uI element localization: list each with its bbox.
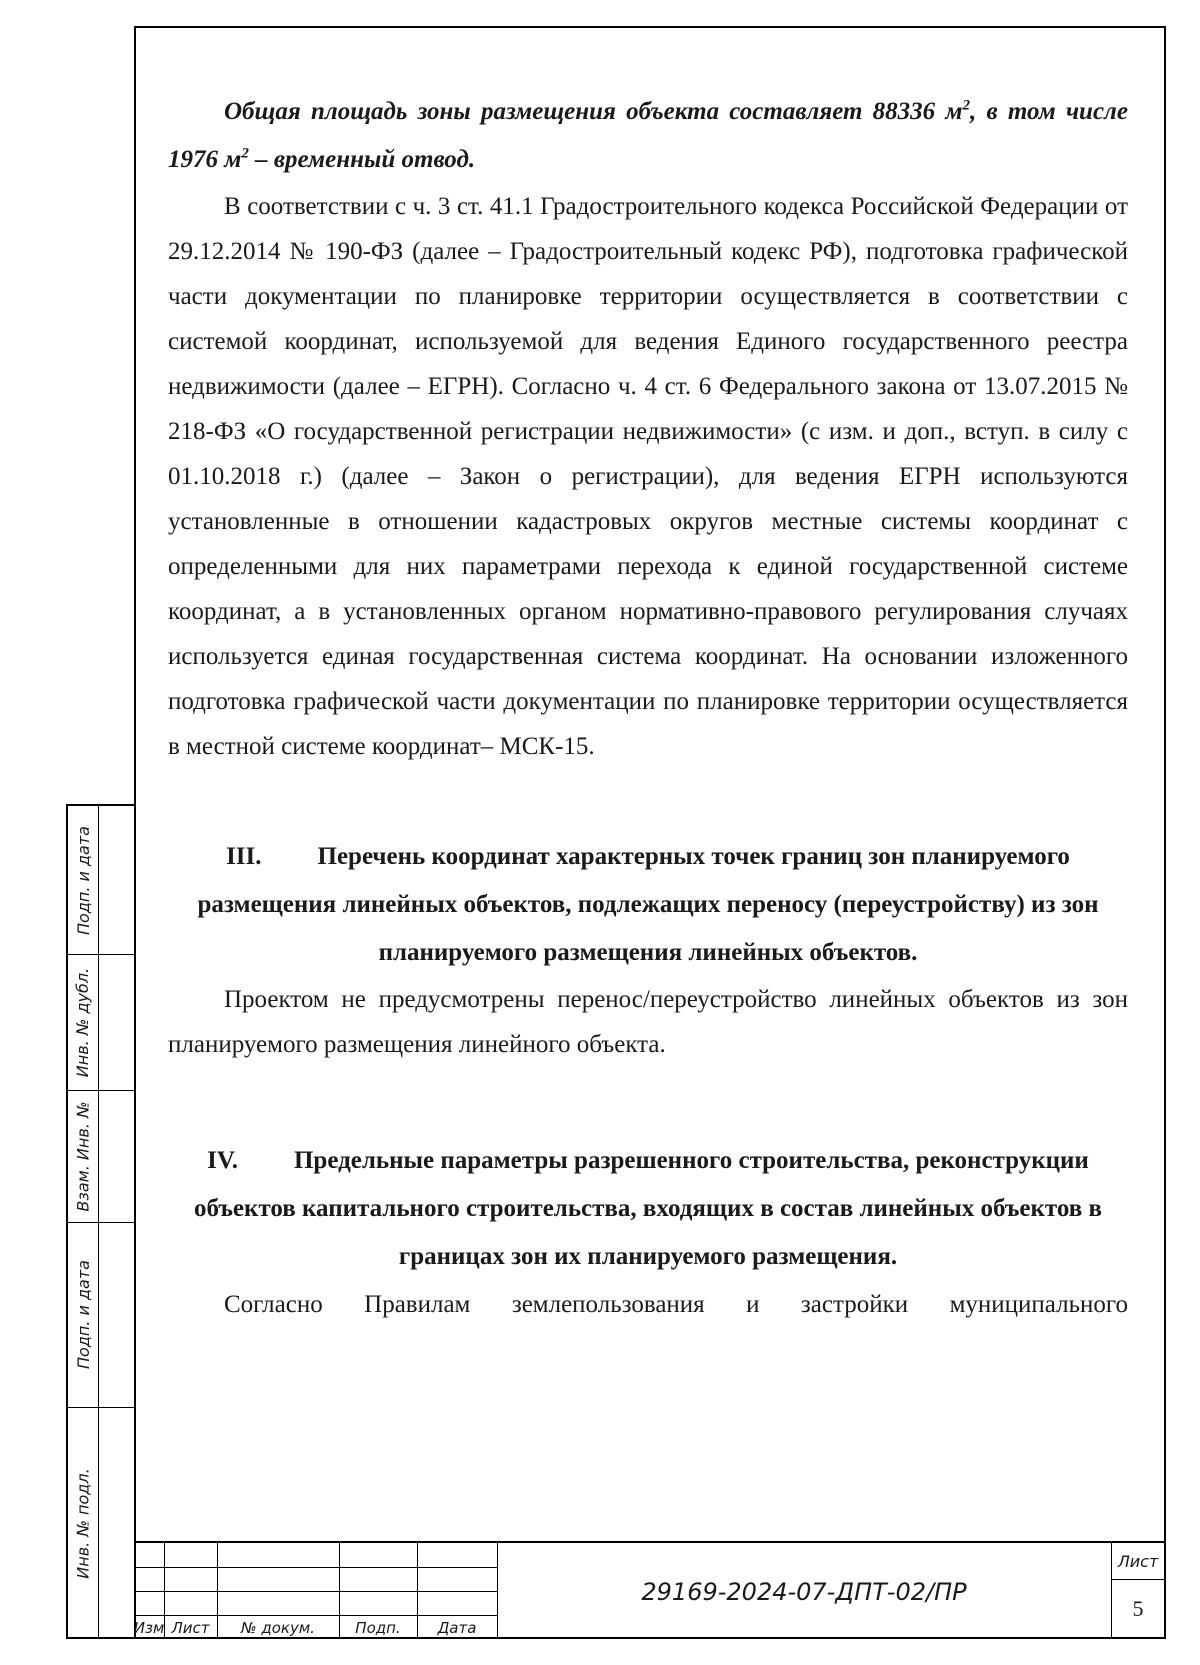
stamp-inv-podl: Инв. № подл. bbox=[73, 1467, 93, 1579]
sheet-label: Лист bbox=[1117, 1551, 1159, 1571]
section-4-heading bbox=[168, 1137, 1128, 1281]
title-block bbox=[134, 1541, 1166, 1639]
stamp-inv-dubl: Инв. № дубл. bbox=[73, 967, 93, 1077]
section-4-title: Предельные параметры разрешенного строительства, реконструкции объектов капитального строительства, входящих в состав линейных объектов в границах зон их планируемого размещения. bbox=[193, 1147, 1103, 1270]
label-podp: Подп. bbox=[355, 1619, 401, 1637]
section-3-text: Проектом не предусмотрены перенос/переустройство линейных объектов из зон планируемого размещения линейного объекта. bbox=[168, 986, 1128, 1058]
document-number: 29169-2024-07-ДПТ-02/ПР bbox=[641, 1578, 967, 1606]
label-data: Дата bbox=[437, 1619, 477, 1637]
paragraph-coordinates: В соответствии с ч. 3 ст. 41.1 Градостроительного кодекса Российской Федерации от 29.12.2014 № 190-ФЗ (далее – Градостроительный кодекс РФ), подготовка графической части документации по планировке территории осуществляется в соответствии с системой координат, используемой для ведения Единого государственного реестра недвижимости (далее – ЕГРН). Согласно ч. 4 ст. 6 Федерального закона от 13.07.2015 № 218-ФЗ «О государственной регистрации недвижимости» (с изм. и доп., вступ. в силу с 01.10.2018 г.) (далее – Закон о регистрации), для ведения ЕГРН используются установленные в отношении кадастровых округов местные системы координат с определенными для них параметрами перехода к единой государственной системе координат, а в установленных органом нормативно-правового регулирования случаях используется единая государственная система координат. На основании изложенного подготовка графической части документации по планировке территории осуществляется в местной системе координат– МСК-15. bbox=[168, 193, 1128, 760]
lead-text-a: Общая площадь зоны размещения объекта составляет 88336 м bbox=[224, 98, 963, 125]
sheet-number: 5 bbox=[1132, 1596, 1144, 1621]
stamp-vzam-inv: Взам. Инв. № bbox=[73, 1100, 93, 1212]
section-3-heading bbox=[168, 833, 1128, 977]
label-izm: Изм bbox=[133, 1619, 165, 1637]
lead-paragraph bbox=[168, 88, 1128, 184]
section-3-title: Перечень координат характерных точек границ зон планируемого размещения линейных объектов, подлежащих переносу (переустройству) из зон планируемого размещения линейных объектов. bbox=[197, 843, 1099, 966]
stamp-podp-data-top: Подп. и дата bbox=[73, 825, 93, 935]
document-body bbox=[168, 88, 1128, 1329]
spacer bbox=[168, 769, 1128, 833]
lead-text-c: – временный отвод. bbox=[248, 146, 476, 173]
label-list: Лист bbox=[171, 1619, 210, 1637]
stamp-podp-data-bottom: Подп. и дата bbox=[73, 1260, 93, 1369]
label-doc-no: № докум. bbox=[241, 1619, 315, 1637]
side-stamp bbox=[66, 804, 134, 1639]
section-4-text: Согласно Правилам землепользования и застройки муниципального bbox=[224, 1291, 1128, 1318]
section-4-number: IV. bbox=[207, 1147, 238, 1174]
lead-superscript-a: 2 bbox=[962, 97, 971, 114]
spacer bbox=[168, 1067, 1128, 1137]
lead-text-b: , в том числе 1976 м bbox=[168, 98, 1128, 173]
section-3-number: III. bbox=[226, 843, 262, 870]
lead-superscript-b: 2 bbox=[241, 145, 249, 162]
